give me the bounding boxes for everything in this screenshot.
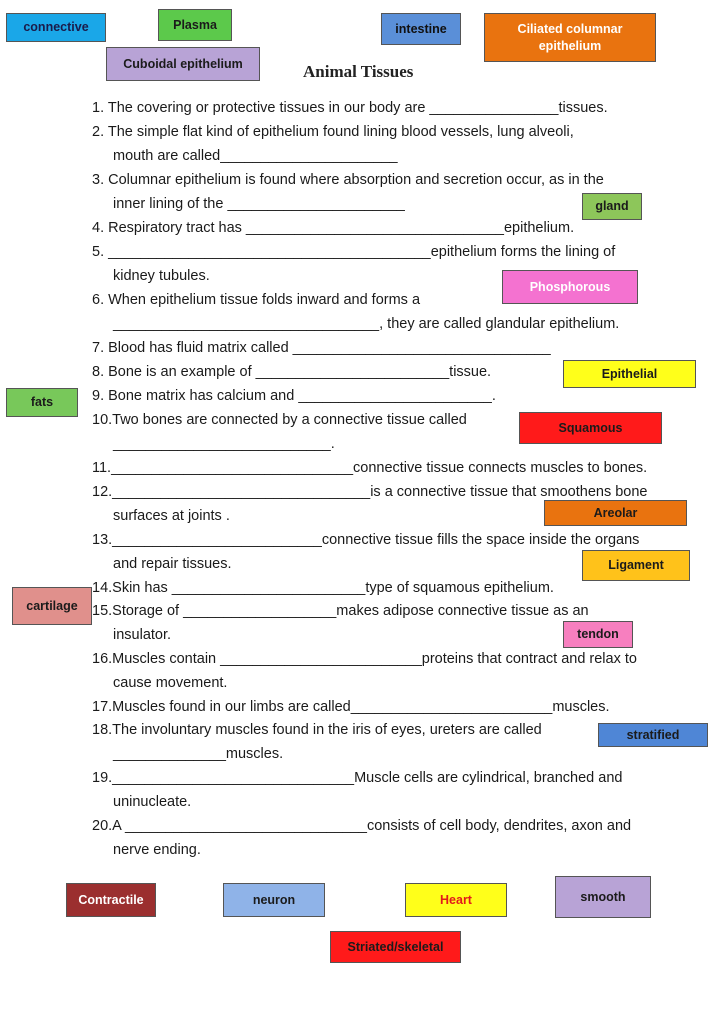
- question-line: surfaces at joints .: [113, 508, 230, 524]
- question-line: 6. When epithelium tissue folds inward and forms a: [92, 292, 421, 308]
- question-line: 18.The involuntary muscles found in the iris of eyes, ureters are called: [92, 722, 542, 738]
- answer-tag-phosphorous[interactable]: Phosphorous: [502, 270, 638, 304]
- answer-tag-heart[interactable]: Heart: [405, 883, 507, 917]
- question-line: nerve ending.: [113, 842, 201, 858]
- question-line: 2. The simple flat kind of epithelium found lining blood vessels, lung alveoli,: [92, 124, 574, 140]
- question-line: and repair tissues.: [113, 556, 232, 572]
- answer-tag-epithelial[interactable]: Epithelial: [563, 360, 696, 388]
- question-line: uninucleate.: [113, 794, 192, 810]
- question-line: kidney tubules.: [113, 268, 210, 284]
- question-line: 19.______________________________Muscle cells are cylindrical, branched and: [92, 770, 623, 786]
- question-line: 14.Skin has ________________________type of squamous epithelium.: [92, 580, 554, 596]
- question-line: 4. Respiratory tract has ________________________________epithelium.: [92, 220, 575, 236]
- question-line: ___________________________.: [113, 436, 335, 452]
- answer-tag-fats[interactable]: fats: [6, 388, 78, 417]
- answer-tag-cartilage[interactable]: cartilage: [12, 587, 92, 625]
- question-line: cause movement.: [113, 675, 228, 691]
- answer-tag-tendon[interactable]: tendon: [563, 621, 633, 648]
- question-line: 7. Blood has fluid matrix called ________________________________: [92, 340, 551, 356]
- question-line: 5. ________________________________________epithelium forms the lining of: [92, 244, 616, 260]
- question-line: inner lining of the ______________________: [113, 196, 405, 212]
- question-line: 1. The covering or protective tissues in our body are ________________tissues.: [92, 100, 608, 116]
- question-line: 3. Columnar epithelium is found where absorption and secretion occur, as in the: [92, 172, 604, 188]
- question-line: mouth are called______________________: [113, 148, 398, 164]
- question-line: 15.Storage of ___________________makes adipose connective tissue as an: [92, 603, 589, 619]
- question-line: 8. Bone is an example of ________________________tissue.: [92, 364, 492, 380]
- answer-tag-cuboidal-epithelium[interactable]: Cuboidal epithelium: [106, 47, 260, 81]
- answer-tag-squamous[interactable]: Squamous: [519, 412, 662, 444]
- question-line: 16.Muscles contain _________________________proteins that contract and relax to: [92, 651, 637, 667]
- answer-tag-intestine[interactable]: intestine: [381, 13, 461, 45]
- answer-tag-gland[interactable]: gland: [582, 193, 642, 220]
- answer-tag-striated-skeletal[interactable]: Striated/skeletal: [330, 931, 461, 963]
- question-line: 10.Two bones are connected by a connective tissue called: [92, 412, 467, 428]
- answer-tag-stratified[interactable]: stratified: [598, 723, 708, 747]
- answer-tag-plasma[interactable]: Plasma: [158, 9, 232, 41]
- answer-tag-contractile[interactable]: Contractile: [66, 883, 156, 917]
- answer-tag-areolar[interactable]: Areolar: [544, 500, 687, 526]
- question-line: 12.________________________________is a connective tissue that smoothens bone: [92, 484, 648, 500]
- answer-tag-smooth[interactable]: smooth: [555, 876, 651, 918]
- question-line: _________________________________, they are called glandular epithelium.: [113, 316, 620, 332]
- question-line: ______________muscles.: [113, 746, 284, 762]
- question-line: insulator.: [113, 627, 172, 643]
- answer-tag-neuron[interactable]: neuron: [223, 883, 325, 917]
- answer-tag-ligament[interactable]: Ligament: [582, 550, 690, 581]
- answer-tag-connective[interactable]: connective: [6, 13, 106, 42]
- question-line: 20.A ______________________________consists of cell body, dendrites, axon and: [92, 818, 632, 834]
- question-line: 11.______________________________connective tissue connects muscles to bones.: [92, 460, 648, 476]
- question-line: 17.Muscles found in our limbs are called_________________________muscles.: [92, 699, 610, 715]
- worksheet-title: Animal Tissues: [303, 62, 414, 81]
- answer-tag-ciliated-columnar-epithelium[interactable]: Ciliated columnar epithelium: [484, 13, 656, 62]
- question-line: 13.__________________________connective tissue fills the space inside the organs: [92, 532, 640, 548]
- question-line: 9. Bone matrix has calcium and ________________________.: [92, 388, 496, 404]
